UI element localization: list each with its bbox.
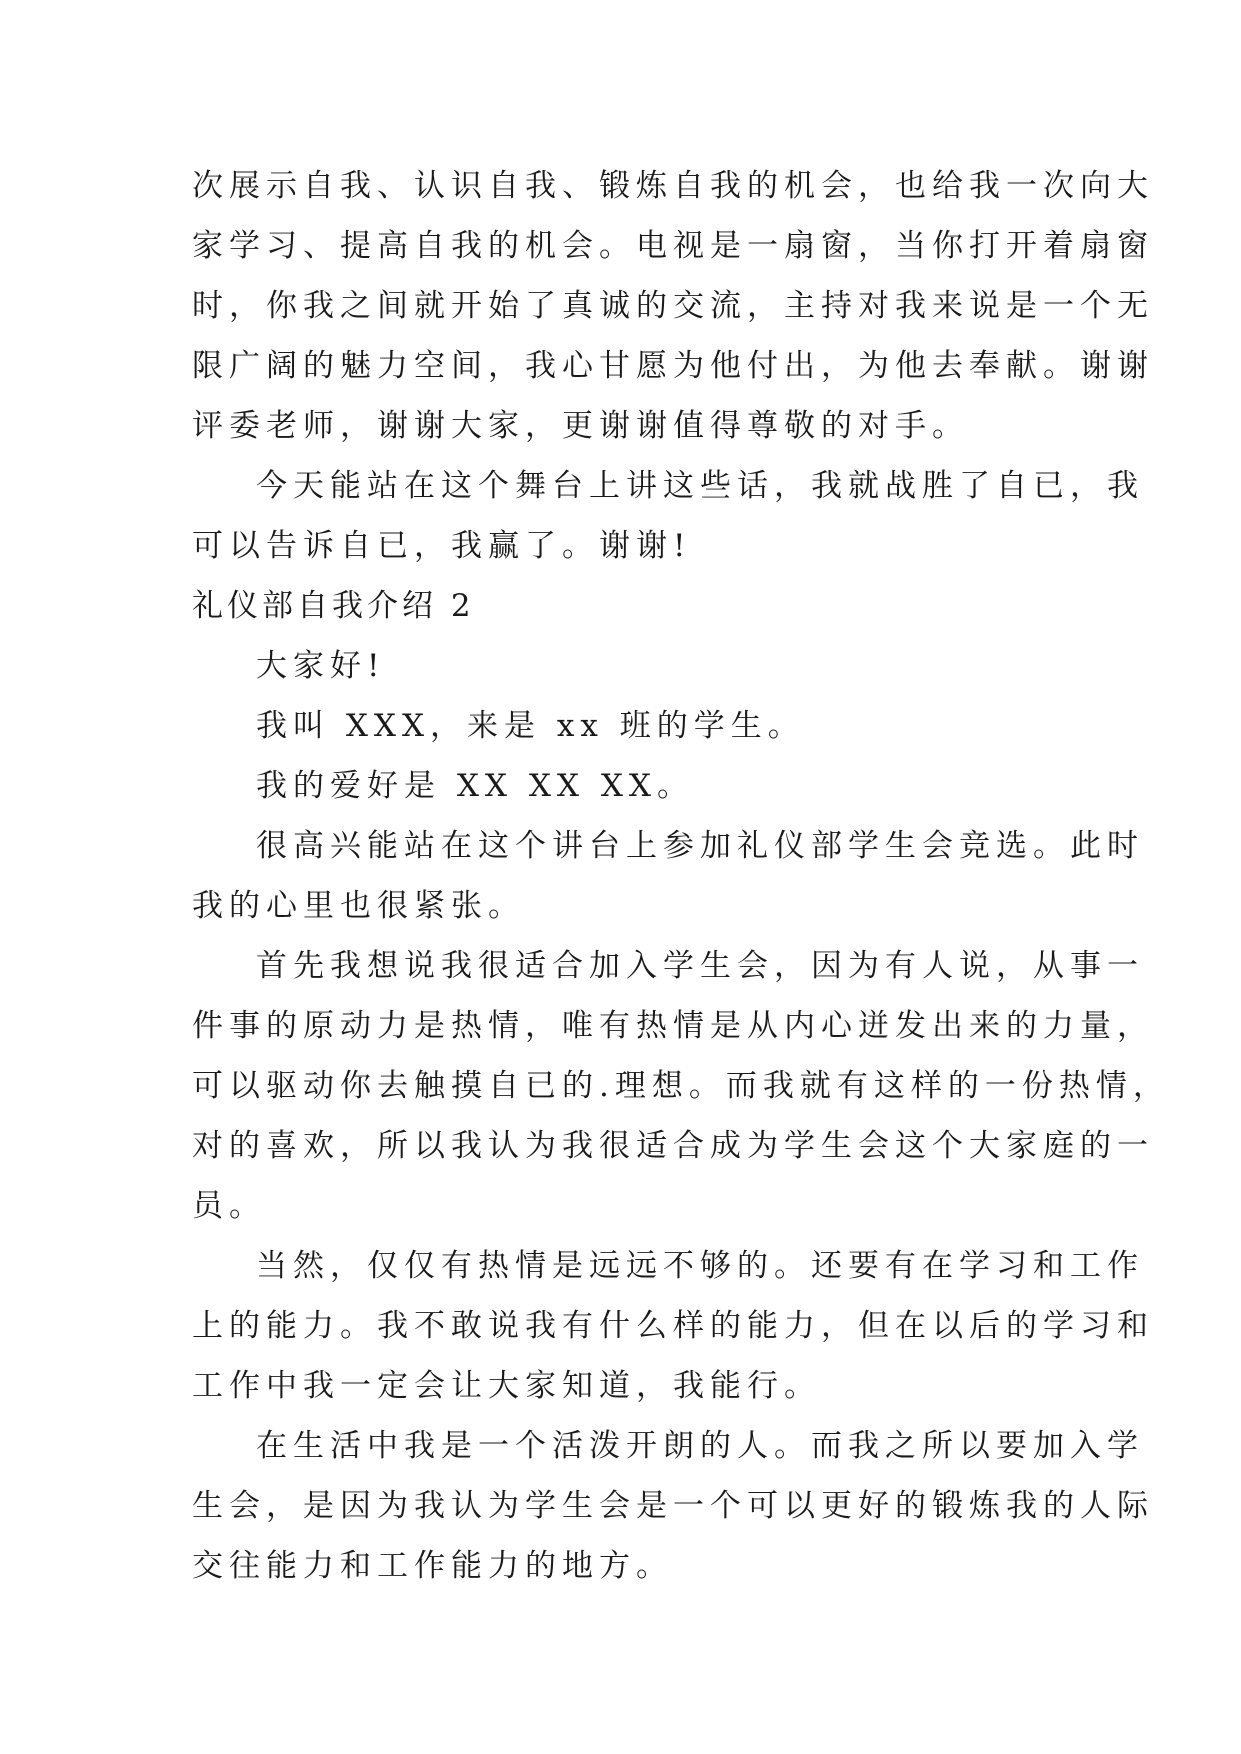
paragraph-name (192, 696, 1072, 756)
hobby-line: 我的爱好是 XX XX XX。 (256, 768, 694, 804)
text-line: 工作中我一定会让大家知道，我能行。 (192, 1368, 821, 1404)
paragraph-1 (192, 816, 1144, 936)
text-line: 家学习、提高自我的机会。电视是一扇窗，当你打开着扇窗 (192, 228, 1154, 264)
paragraph-greeting (192, 636, 1072, 696)
text-line: 今天能站在这个舞台上讲这些话，我就战胜了自已，我 (256, 468, 1144, 504)
text-line: 件事的原动力是热情，唯有热情是从内心迸发出来的力量， (192, 1008, 1154, 1044)
text-line: 当然，仅仅有热情是远远不够的。还要有在学习和工作 (256, 1248, 1144, 1284)
text-line: 首先我想说我很适合加入学生会，因为有人说，从事一 (256, 948, 1144, 984)
text-line: 可以驱动你去触摸自已的.理想。而我就有这样的一份热情， (192, 1068, 1170, 1104)
paragraph-4 (192, 1416, 1154, 1596)
paragraph-3 (192, 1236, 1154, 1416)
paragraph-hobby (192, 756, 1072, 816)
text-line: 可以告诉自已，我赢了。谢谢! (192, 528, 692, 564)
text-line: 限广阔的魅力空间，我心甘愿为他付出，为他去奉献。谢谢 (192, 348, 1154, 384)
greeting-line: 大家好! (256, 648, 386, 684)
paragraph-2 (192, 936, 1170, 1236)
text-line: 评委老师，谢谢大家，更谢谢值得尊敬的对手。 (192, 408, 969, 444)
text-line: 生会，是因为我认为学生会是一个可以更好的锻炼我的人际 (192, 1488, 1154, 1524)
text-line: 对的喜欢，所以我认为我很适合成为学生会这个大家庭的一 (192, 1128, 1154, 1164)
paragraph-closing (192, 456, 1144, 576)
section-heading: 礼仪部自我介绍 2 (192, 588, 475, 624)
text-line: 我的心里也很紧张。 (192, 888, 525, 924)
text-line: 上的能力。我不敢说我有什么样的能力，但在以后的学习和 (192, 1308, 1154, 1344)
text-line: 时，你我之间就开始了真诚的交流，主持对我来说是一个无 (192, 288, 1154, 324)
text-line: 次展示自我、认识自我、锻炼自我的机会，也给我一次向大 (192, 168, 1154, 204)
text-line: 员。 (192, 1188, 266, 1224)
text-line: 交往能力和工作能力的地方。 (192, 1548, 673, 1584)
name-line: 我叫 XXX，来是 xx 班的学生。 (256, 708, 805, 744)
paragraph-speech-conclusion (192, 156, 1154, 456)
text-line: 很高兴能站在这个讲台上参加礼仪部学生会竞选。此时 (256, 828, 1144, 864)
text-line: 在生活中我是一个活泼开朗的人。而我之所以要加入学 (256, 1428, 1144, 1464)
